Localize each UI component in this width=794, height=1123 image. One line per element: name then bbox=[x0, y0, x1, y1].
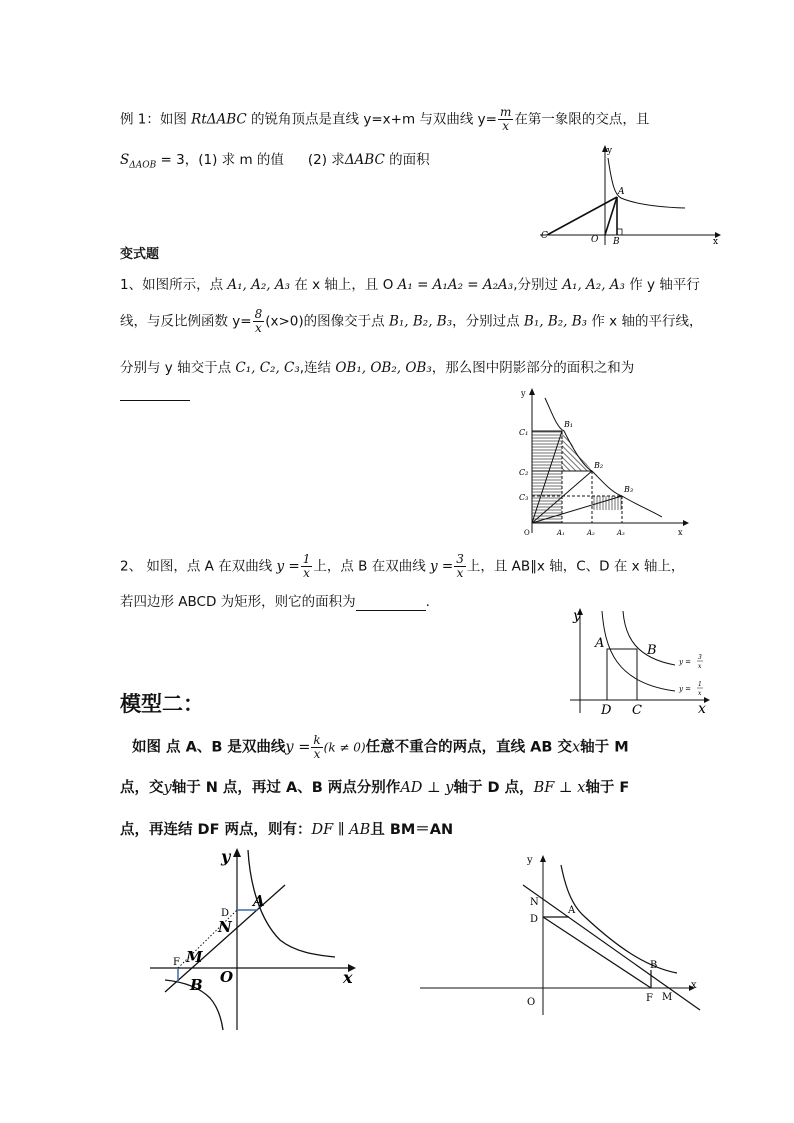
fig4-label-O: O bbox=[220, 968, 234, 986]
model2-title: 模型二： bbox=[120, 692, 204, 716]
figure-5 bbox=[415, 845, 715, 1020]
example1-line1: 例 1：如图 RtΔABC 的锐角顶点是直线 y=x+m 与双曲线 y= $\frac{m}{x}$ 在第一象限的交点，且 bbox=[120, 105, 650, 133]
fig4-label-B: B bbox=[190, 976, 203, 994]
fig3-label-x: x bbox=[698, 701, 706, 717]
fig5-label-F: F bbox=[646, 993, 653, 1004]
problem1-line1: 1、如图所示，点 A₁, A₂, A₃ 在 x 轴上，且 O A₁ = A₁A₂ = A₂A₃,分别过 A₁, A₂, A₃ 作 y 轴平行 bbox=[120, 277, 700, 293]
fig3-label-y: y bbox=[573, 608, 581, 624]
fig3-legend-1: y = bbox=[679, 685, 692, 693]
fig1-label-O: O bbox=[591, 235, 599, 245]
fig5-label-A: A bbox=[568, 905, 576, 916]
fig1-label-x: x bbox=[713, 237, 719, 247]
fig1-label-B: B bbox=[613, 237, 620, 247]
problem1-line2: 线，与反比例函数 y= $\frac{8}{x}$ (x>0)的图像交于点 B₁, B₂, B₃，分别过点 B₁, B₂, B₃ 作 x 轴的平行线， bbox=[120, 307, 703, 335]
fig2-label-C1: C₁ bbox=[519, 428, 529, 437]
problem2-answer-blank bbox=[356, 594, 426, 611]
fig2-label-A1: A₁ bbox=[557, 529, 565, 537]
fig5-label-B: B bbox=[650, 960, 658, 971]
fig2-x-arrow bbox=[683, 520, 689, 526]
rt-triangle: RtΔABC bbox=[191, 111, 247, 128]
fig2-label-O: O bbox=[524, 529, 530, 537]
fig5-label-x: x bbox=[691, 980, 697, 991]
fig3-label-B: B bbox=[647, 643, 657, 658]
fig2-label-B1: B₁ bbox=[564, 420, 574, 429]
fig2-label-C2: C₂ bbox=[519, 468, 529, 477]
fig3-curve-1-over-x bbox=[602, 611, 675, 691]
fig3-legend-1-den: x bbox=[698, 690, 702, 697]
fig2-label-B3: B₃ bbox=[624, 485, 634, 494]
fig3-legend-3: y = bbox=[679, 658, 692, 666]
variants-title: 变式题 bbox=[120, 247, 160, 262]
fig4-label-M: M bbox=[186, 948, 203, 966]
fig5-hyperbola bbox=[561, 865, 677, 973]
fig1-label-A: A bbox=[618, 187, 625, 197]
fig2-y-arrow bbox=[529, 388, 535, 395]
fig3-label-A: A bbox=[595, 636, 605, 651]
fig4-label-N: N bbox=[218, 918, 232, 936]
fig5-label-O: O bbox=[527, 997, 536, 1008]
fig4-label-x: x bbox=[343, 968, 353, 987]
problem2-line2: 若四边形 ABCD 为矩形，则它的面积为 . bbox=[120, 594, 430, 610]
fraction-k-over-x: $\frac{k}{x}$ bbox=[313, 733, 321, 761]
fig3-label-C: C bbox=[632, 703, 642, 718]
fig2-label-C3: C₃ bbox=[519, 493, 529, 502]
figure-3 bbox=[565, 603, 715, 718]
fig2-label-x: x bbox=[678, 528, 683, 537]
fig2-label-A3: A₃ bbox=[617, 529, 625, 537]
fig3-label-D: D bbox=[601, 703, 612, 718]
fig2-shade-2 bbox=[562, 431, 592, 471]
model2-line3: 点，再连结 DF 两点，则有：DF ∥ AB且 BM＝AN bbox=[120, 822, 454, 838]
fraction-8-over-x: $\frac{8}{x}$ bbox=[254, 307, 263, 335]
fig5-y-arrow bbox=[540, 855, 546, 862]
example1-line2: $S_{\Delta AOB} = 3$，(1) 求 m 的值 (2) 求ΔABC 的面积 bbox=[120, 152, 430, 171]
figure-2 bbox=[512, 383, 692, 543]
fig3-legend-3-den: x bbox=[698, 663, 702, 670]
problem1-line3: 分别与 y 轴交于点 C₁, C₂, C₃,连结 OB₁, OB₂, OB₃，那么图中阴影部分的面积之和为 bbox=[120, 360, 635, 376]
fig1-label-C: C bbox=[541, 231, 548, 241]
fig5-line-AB bbox=[523, 885, 700, 1010]
fraction-m-over-x: $\frac{m}{x}$ bbox=[499, 105, 512, 133]
fig2-label-y: y bbox=[521, 389, 526, 398]
model2-line1: 如图 点 A、B 是双曲线y = $\frac{k}{x}$ (k ≠ 0)任意不重合的两点，直线 AB 交x轴于 M bbox=[132, 733, 629, 761]
fig3-legend-3-num: 3 bbox=[698, 654, 702, 661]
fig4-y-arrow bbox=[233, 848, 241, 857]
fig3-rectangle-ABCD bbox=[607, 649, 637, 700]
fig5-label-y: y bbox=[527, 855, 533, 866]
figure-4 bbox=[145, 840, 365, 1035]
fig2-shade-3 bbox=[592, 496, 622, 510]
problem1-answer-blank bbox=[120, 400, 190, 401]
fig4-label-A: A bbox=[253, 892, 265, 910]
figure-1 bbox=[535, 140, 725, 250]
fig1-hyperbola bbox=[608, 158, 685, 208]
problem2-line1: 2、 如图，点 A 在双曲线 y = $\frac{1}{x}$ 上，点 B 在双曲线 y = $\frac{3}{x}$ 上，且 AB∥x 轴，C、D 在 x 轴上， bbox=[120, 552, 685, 580]
fig5-label-N: N bbox=[530, 897, 539, 908]
fig4-label-y: y bbox=[221, 847, 231, 866]
fig4-label-D: D bbox=[221, 908, 230, 919]
fig3-legend-1-num: 1 bbox=[698, 681, 702, 688]
fig2-label-B2: B₂ bbox=[594, 461, 604, 470]
fig2-label-A2: A₂ bbox=[587, 529, 595, 537]
area-symbol: S bbox=[120, 152, 130, 168]
fraction-3-over-x: $\frac{3}{x}$ bbox=[456, 552, 464, 580]
fig4-label-F: F bbox=[173, 957, 180, 968]
fig5-label-D: D bbox=[530, 914, 539, 925]
model2-line2: 点，交y轴于 N 点，再过 A、B 两点分别作AD ⊥ y轴于 D 点，BF ⊥ x轴于 F bbox=[120, 780, 630, 796]
fraction-1-over-x: $\frac{1}{x}$ bbox=[302, 552, 311, 580]
fig5-label-M: M bbox=[662, 992, 673, 1003]
fig1-label-y: y bbox=[607, 146, 613, 156]
